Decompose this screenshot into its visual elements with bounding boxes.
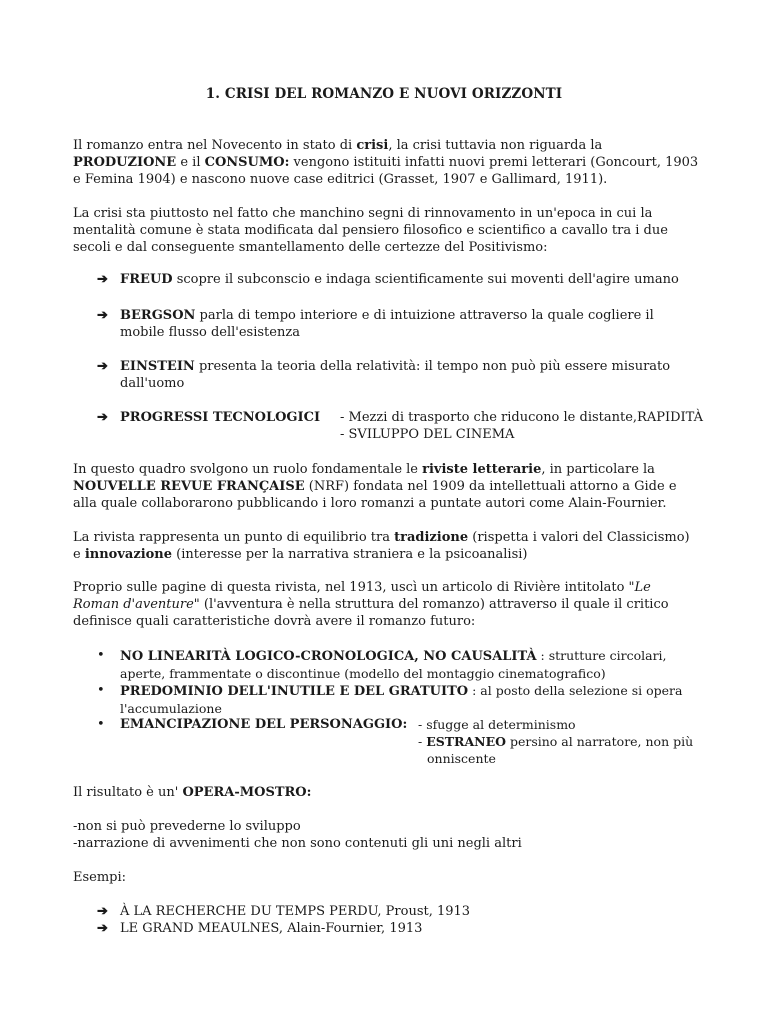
text: (interesse per la narrativa straniera e la psicoanalisi) [172, 547, 528, 562]
text: - sfugge al determinismo [418, 717, 576, 732]
text: : strutture circolari, aperte, frammentate o discontinue (modello del montaggio cinematografico) [120, 648, 667, 681]
text: Il romanzo entra nel Novecento in stato di [73, 138, 357, 153]
bullet-icon: • [97, 683, 105, 698]
text: -narrazione di avvenimenti che non sono contenuti gli uni negli altri [73, 836, 522, 851]
bold-text: NOUVELLE REVUE FRANÇAISE [73, 479, 305, 494]
arrow-right-icon: ➔ [97, 359, 108, 374]
bold-text: CONSUMO: [204, 155, 290, 170]
arrow-right-icon: ➔ [97, 272, 108, 287]
text: , Alain-Fournier, 1913 [278, 921, 423, 936]
bold-text: EINSTEIN [120, 359, 195, 374]
arrow-right-icon: ➔ [97, 410, 108, 425]
arrow-right-icon: ➔ [97, 904, 108, 919]
text: Proprio sulle pagine di questa rivista, nel 1913, uscì un articolo di Rivière intitolato " [73, 580, 635, 595]
paragraph-riviere [73, 579, 701, 630]
bold-text: riviste letterarie [422, 462, 542, 477]
text: LE GRAND MEAULNES [120, 921, 279, 936]
bold-text: ESTRANEO [426, 734, 506, 749]
paragraph-intro [73, 137, 701, 188]
text: (NRF) fondata nel 1909 da intellettuali attorno a Gide e alla quale collaborarono pubblicando i loro romanzi a puntate autori come Alain-Fournier. [73, 479, 677, 511]
text: -non si può prevederne lo sviluppo [73, 819, 301, 834]
bold-text: BERGSON [120, 308, 196, 323]
bold-text: PREDOMINIO DELL'INUTILE E DEL GRATUITO [120, 684, 469, 699]
text: e il [176, 155, 205, 170]
text: : al posto della selezione si opera l'accumulazione [120, 683, 683, 716]
text: In questo quadro svolgono un ruolo fondamentale le [73, 462, 423, 477]
text: , Proust, 1913 [377, 904, 471, 919]
text: - SVILUPPO DEL CINEMA [340, 427, 515, 442]
text: parla di tempo interiore e di intuizione attraverso la quale cogliere il mobile flusso dell'esistenza [120, 308, 654, 340]
bold-text: tradizione [394, 530, 469, 545]
text: scopre il subconscio e indaga scientificamente sui moventi dell'agire umano [172, 272, 679, 287]
bold-text: PRODUZIONE [73, 155, 177, 170]
text: vengono istituiti infatti nuovi premi letterari (Goncourt, 1903 e Femina 1904) e nascono nuove case editrici (Grasset, 1907 e Gallimard, 1911). [73, 155, 699, 187]
italic-text: Le Roman d'aventure [73, 580, 651, 612]
bullet-icon: • [97, 717, 105, 732]
paragraph-crisis: La crisi sta piuttosto nel fatto che manchino segni di rinnovamento in un'epoca in cui la mentalità comune è stata modificata dal pensiero filosofico e scientifico a cavallo tra i due secoli e dal conseguente smantellamento delle certezze del Positivismo: [73, 206, 668, 255]
paragraph-caratteristiche [73, 818, 701, 852]
text: À LA RECHERCHE DU TEMPS PERDU [120, 904, 378, 919]
bold-text: NO LINEARITÀ LOGICO-CRONOLOGICA, NO CAUSALITÀ [120, 649, 537, 664]
text: - Mezzi di trasporto che riducono le distante,RAPIDITÀ [340, 410, 704, 425]
text: " (l'avventura è nella struttura del romanzo) attraverso il quale il critico definisce quali caratteristiche dovrà avere il romanzo futuro: [73, 597, 669, 629]
text: , in particolare la [541, 462, 655, 477]
text: persino al narratore, non più [506, 734, 694, 749]
tech-progress-details [340, 409, 720, 443]
text: La rivista rappresenta un punto di equilibrio tra [73, 530, 395, 545]
paragraph-esempi: Esempi: [73, 870, 127, 885]
text: onniscente [427, 751, 496, 766]
paragraph-riviste [73, 461, 701, 512]
character-emancipation-details [418, 716, 718, 767]
text: Il risultato è un' [73, 785, 183, 800]
bold-text: innovazione [84, 547, 173, 562]
arrow-right-icon: ➔ [97, 308, 108, 323]
text: - [418, 734, 427, 749]
bold-text: crisi [356, 138, 389, 153]
bold-text: OPERA-MOSTRO: [182, 785, 312, 800]
page-title: 1. CRISI DEL ROMANZO E NUOVI ORIZZONTI [205, 86, 563, 102]
bold-text: EMANCIPAZIONE DEL PERSONAGGIO: [120, 717, 408, 732]
paragraph-equilibrio [73, 529, 701, 563]
bold-text: PROGRESSI TECNOLOGICI [120, 410, 321, 425]
arrow-right-icon: ➔ [97, 921, 108, 936]
bullet-icon: • [97, 648, 105, 663]
text: presenta la teoria della relatività: il tempo non può più essere misurato dall'uomo [120, 359, 671, 391]
text: (rispetta i valori del Classicismo) e [73, 530, 690, 562]
paragraph-risultato [73, 784, 701, 801]
text: , la crisi tuttavia non riguarda la [388, 138, 603, 153]
bold-text: FREUD [120, 272, 173, 287]
